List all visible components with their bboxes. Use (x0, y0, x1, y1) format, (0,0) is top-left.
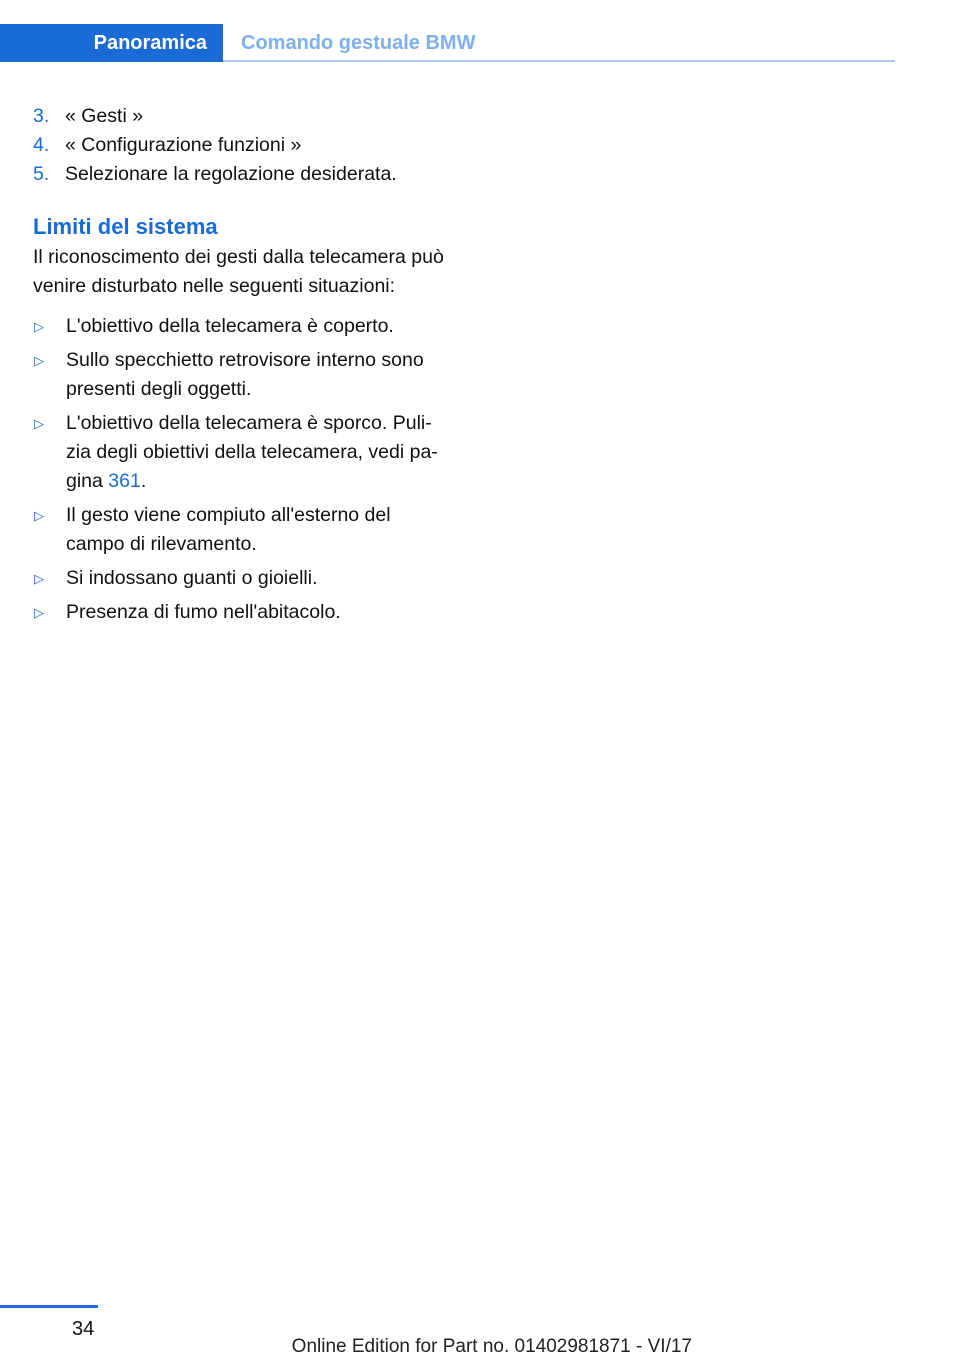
main-content (33, 102, 453, 632)
bullet-text-with-link (66, 409, 453, 496)
bullet-list (33, 312, 453, 627)
header-divider (223, 60, 895, 62)
step-text: « Gesti » (65, 105, 144, 127)
step-number: 3. (33, 105, 50, 127)
triangle-bullet-icon: ▷ (34, 319, 44, 334)
step-number: 5. (33, 163, 50, 185)
triangle-bullet-icon: ▷ (34, 571, 44, 586)
step-item (33, 102, 453, 131)
step-number: 4. (33, 134, 50, 156)
tab-panoramica-label: Panoramica (93, 31, 207, 54)
triangle-bullet-icon: ▷ (34, 353, 44, 368)
triangle-bullet-icon: ▷ (34, 416, 44, 431)
bullet-text: L'obiettivo della telecamera è coperto. (66, 315, 394, 337)
bullet-suffix: . (140, 470, 147, 492)
triangle-bullet-icon: ▷ (34, 605, 44, 620)
page-reference-link[interactable]: 361 (108, 470, 141, 492)
list-item (33, 409, 453, 496)
tab-comando-gestuale[interactable] (241, 24, 475, 62)
triangle-bullet-icon: ▷ (34, 508, 44, 523)
step-item (33, 160, 453, 189)
page-header (0, 24, 960, 62)
list-item (33, 346, 453, 404)
bullet-text: L'obiettivo della telecamera è sporco. Puli-zia degli obiettivi della telecamera, vedi pa-gina (66, 412, 438, 492)
list-item (33, 501, 453, 559)
footer-divider (0, 1305, 98, 1308)
page-number: 34 (72, 1318, 95, 1340)
step-text: « Configurazione funzioni » (65, 134, 302, 156)
list-item (33, 564, 453, 593)
tab-comando-gestuale-label: Comando gestuale BMW (241, 31, 476, 54)
step-item (33, 131, 453, 160)
bullet-text: Si indossano guanti o gioielli. (66, 567, 318, 589)
list-item (33, 598, 453, 627)
tab-panoramica[interactable] (0, 24, 223, 62)
edition-info: Online Edition for Part no. 01402981871 - VI/17 (291, 1336, 692, 1357)
section-intro: Il riconoscimento dei gesti dalla telecamera può venire disturbato nelle seguenti situazioni: (33, 246, 444, 297)
bullet-text: Presenza di fumo nell'abitacolo. (66, 601, 341, 623)
step-text: Selezionare la regolazione desiderata. (65, 163, 397, 185)
list-item (33, 312, 453, 341)
section-heading: Limiti del sistema (33, 214, 218, 239)
bullet-text: Sullo specchietto retrovisore interno sono presenti degli oggetti. (66, 349, 424, 400)
bullet-text: Il gesto viene compiuto all'esterno del campo di rilevamento. (66, 504, 391, 555)
